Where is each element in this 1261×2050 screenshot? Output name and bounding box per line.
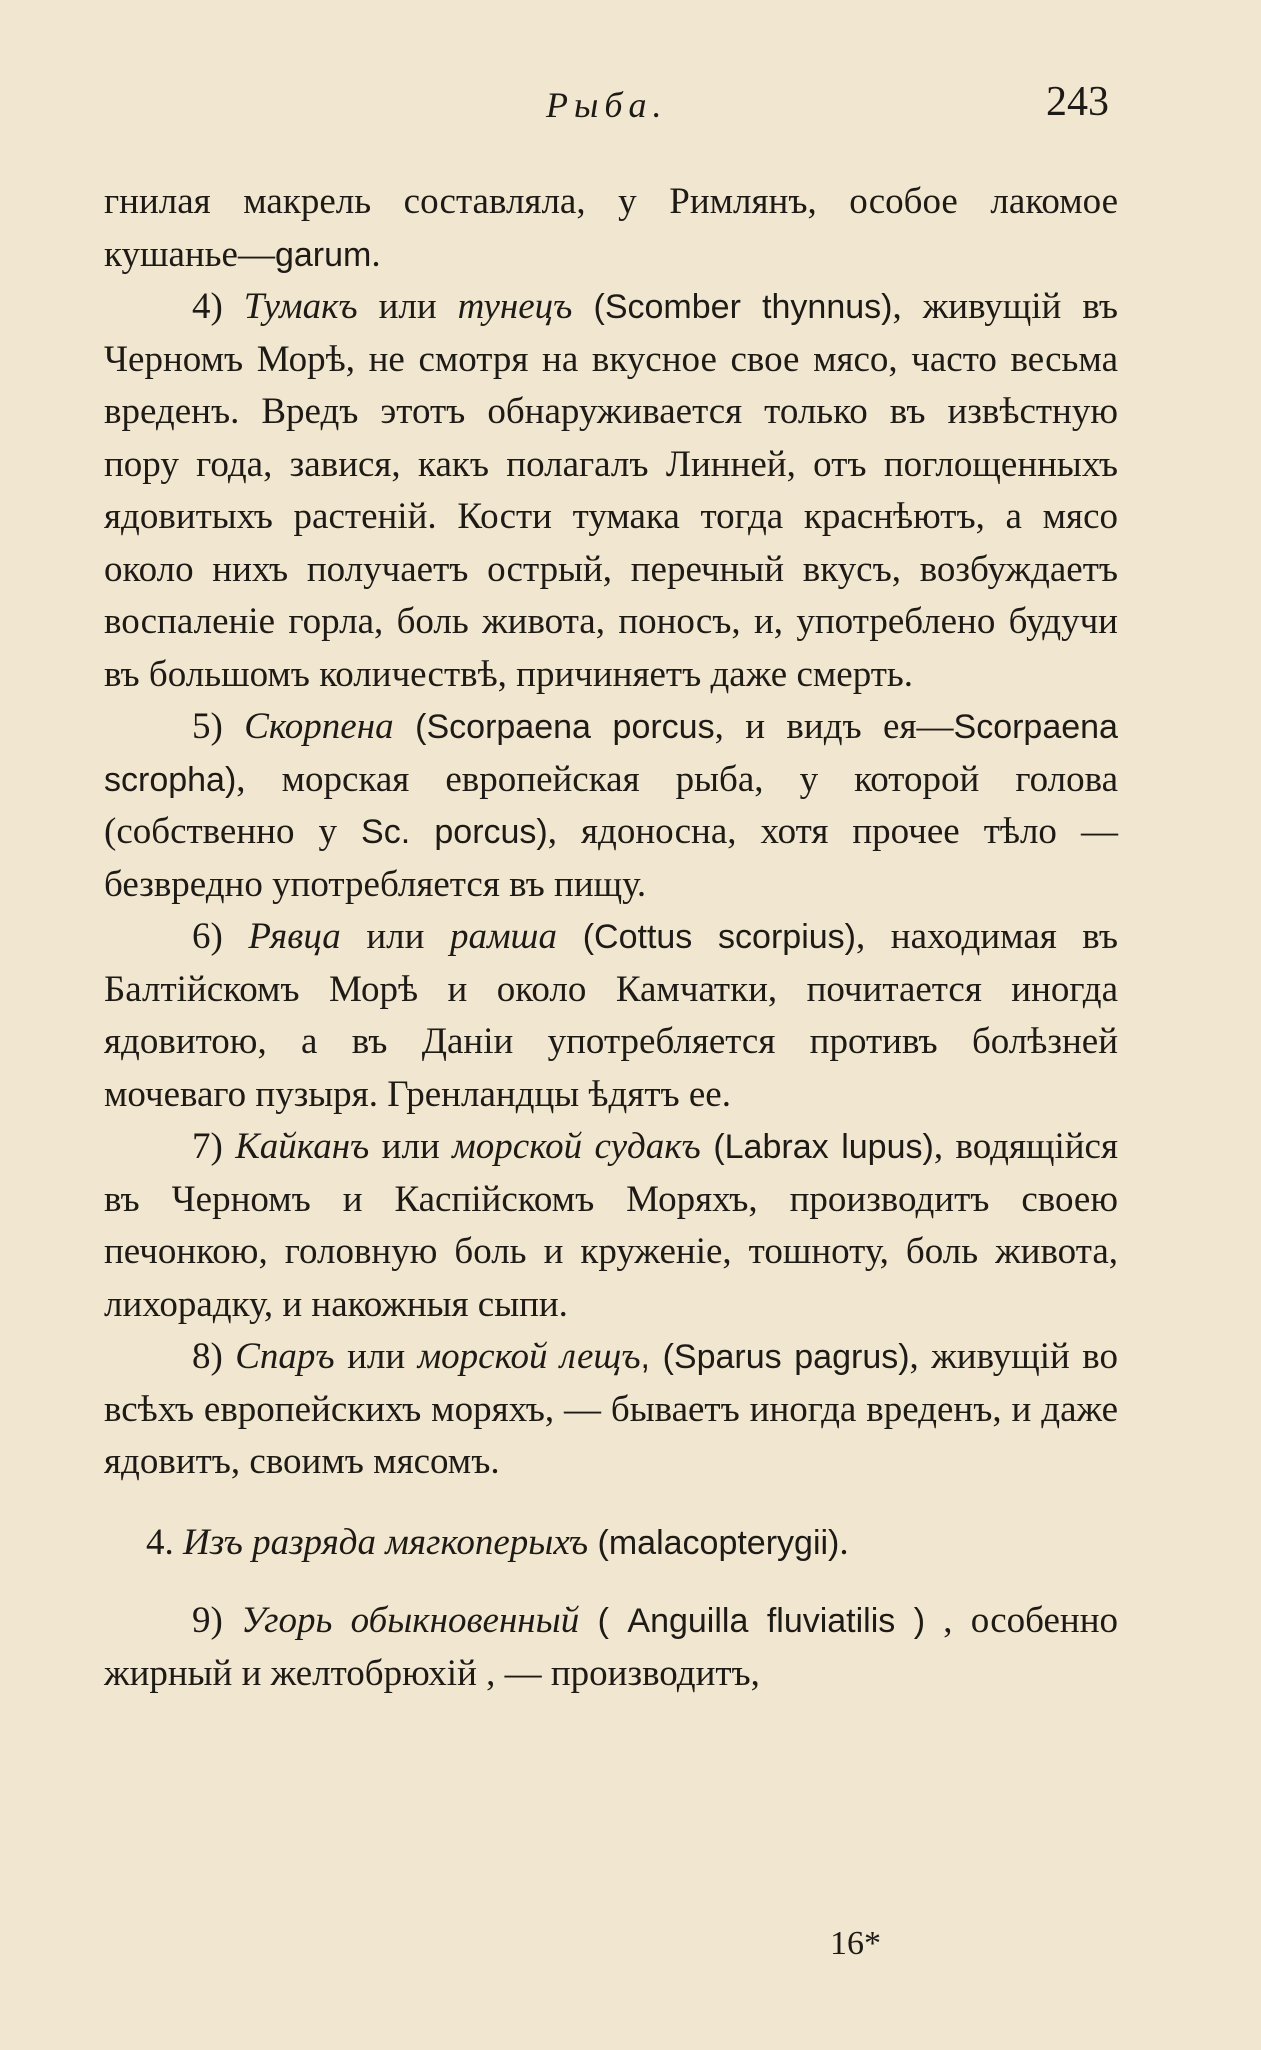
paragraph-4 [104,281,1118,701]
paragraph-continuation [104,176,1118,281]
conjunction: или [340,916,450,957]
paragraph-text: гнилая макрель составляла, у Римлянъ, особое лакомое кушанье— [104,181,1118,275]
paragraph-text: , и видъ ея— [714,706,954,747]
body-text [104,176,1118,1700]
conjunction: или [357,286,458,327]
fish-name-alt: морской лещъ [417,1336,641,1377]
paragraph-9 [104,1595,1118,1700]
paragraph-text: , живущій въ Черномъ Морѣ, не смотря на вкусное свое мясо, часто весьма вреденъ. Вредъ этотъ обнаруживается только въ извѣстную пору года, завися, какъ полагалъ Линней, отъ поглощенныхъ ядовитыхъ растеній. Кости тумака тогда краснѣютъ, а мясо около нихъ получаетъ острый, перечный вкусъ, возбуждаетъ воспаленіе горла, боль живота, поносъ, и, употреблено будучи въ большомъ количествѣ, причиняетъ даже смерть. [104,286,1118,695]
paragraph-text: , водящійся въ Черномъ и Каспійскомъ Моряхъ, производитъ своею печонкою, головную боль и круженіе, тошноту, боль живота, лихорадку, и накожныя сыпи. [104,1126,1118,1325]
fish-name: Скорпена [244,706,394,747]
fish-name: Спаръ [235,1336,335,1377]
item-number: 7) [192,1126,236,1167]
paragraph-6 [104,911,1118,1121]
fish-name: Угорь обыкновенный [241,1600,580,1641]
page-number: 243 [1046,79,1109,125]
punctuation: . [371,233,381,275]
conjunction: или [334,1336,418,1377]
fish-name: Тумакъ [243,286,358,327]
running-title: Рыба. [546,85,668,125]
latin-name: (malacopterygii) [588,1523,840,1562]
conjunction: или [369,1126,453,1167]
fish-name: Кайканъ [235,1126,370,1167]
latin-name: (Cottus scorpius) [556,918,856,956]
paragraph-7 [104,1121,1118,1331]
item-number: 5) [192,706,245,747]
punctuation: . [839,1521,849,1563]
item-number: 9) [192,1600,242,1641]
paragraph-text: , ядоносна, хотя прочее тѣло — безвредно употребляется въ пищу. [104,811,1118,905]
latin-name: (Scomber thynnus) [572,288,893,326]
paragraph-text: , живущій во всѣхъ европейскихъ моряхъ, — бываетъ иногда вреденъ, и даже ядовитъ, своимъ мясомъ. [104,1336,1118,1482]
section-heading [104,1517,1118,1570]
latin-name: , (Sparus pagrus) [640,1338,910,1376]
latin-name-alt: Scorpaena scropha) [104,708,1118,799]
item-number: 4) [192,286,244,327]
paragraph-text: , морская европейская рыба, у которой голова (собственно у [104,758,1118,852]
fish-name-alt: рамша [449,916,557,957]
page-header [0,78,1261,138]
item-number: 6) [192,916,249,957]
paragraph-5 [104,701,1118,911]
paragraph-text: , особенно жирный и желтобрюхій , — производитъ, [104,1600,1118,1694]
section-number: 4. [146,1521,183,1563]
fish-name: Рявца [248,916,341,957]
paragraph-8 [104,1331,1118,1489]
latin-name: (Labrax lupus) [700,1128,934,1166]
latin-name: ( Anguilla fluviatilis ) [579,1602,926,1640]
latin-term: garum [274,235,372,274]
signature-mark: 16* [830,1925,881,1962]
fish-name-alt: морской судакъ [452,1126,701,1167]
item-number: 8) [192,1336,236,1377]
latin-abbrev: Sc. porcus) [361,813,548,851]
section-title: Изъ разряда мягкоперыхъ [183,1521,589,1563]
latin-name: (Scorpaena porcus [393,708,715,746]
paragraph-text: , находимая въ Балтійскомъ Морѣ и около Камчатки, почитается иногда ядовитою, а въ Даніи употребляется противъ болѣзней мочеваго пузыря. Гренландцы ѣдятъ ее. [104,916,1118,1115]
fish-name-alt: тунецъ [457,286,573,327]
